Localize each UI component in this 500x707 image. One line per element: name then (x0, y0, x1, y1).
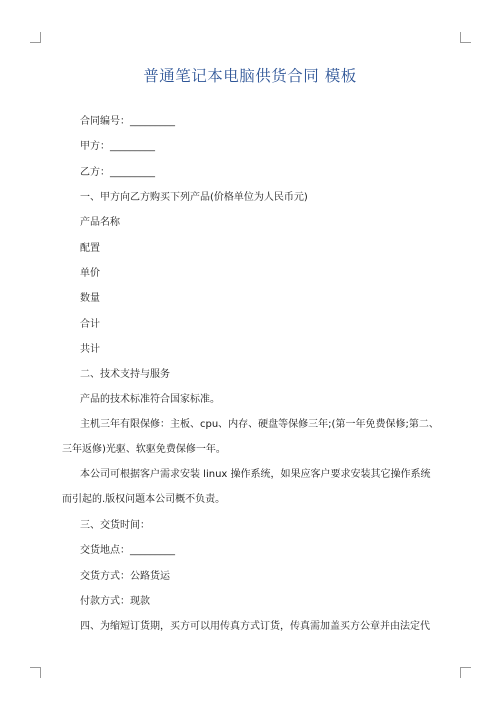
os-paragraph-line1: 本公司可根据客户需求安装 linux 操作系统，如果应客户要求安装其它操作系统 (80, 469, 431, 480)
crop-mark-top-left (30, 32, 41, 43)
warranty-paragraph-line1: 主机三年有限保修：主板、cpu、内存、硬盘等保修三年;(第一年免费保修;第二、 (80, 419, 439, 430)
config-label: 配置 (80, 243, 100, 254)
section-2-heading: 二、技术支持与服务 (80, 369, 170, 380)
party-a-field: 甲方：_________ (80, 141, 155, 152)
section-1-heading: 一、甲方向乙方购买下列产品(价格单位为人民币元) (80, 192, 308, 203)
product-name-label: 产品名称 (80, 217, 120, 228)
crop-mark-bottom-right (460, 667, 471, 678)
section-3-heading: 三、交货时间： (80, 520, 150, 531)
payment-method-field: 付款方式：现款 (80, 596, 150, 607)
party-b-field: 乙方：_________ (80, 167, 155, 178)
contract-number-field: 合同编号：_________ (80, 116, 175, 127)
warranty-paragraph-line2: 三年返修)光驱、软驱免费保修一年。 (62, 444, 226, 455)
subtotal-label: 合计 (80, 319, 100, 330)
crop-mark-top-right (460, 32, 471, 43)
tech-standard-paragraph: 产品的技术标准符合国家标准。 (80, 394, 220, 405)
os-paragraph-line2: 而引起的.版权问题本公司概不负责。 (62, 494, 226, 505)
document-title: 普通笔记本电脑供货合同 模板 (143, 67, 357, 85)
unit-price-label: 单价 (80, 268, 100, 279)
total-label: 共计 (80, 344, 100, 355)
delivery-place-field: 交货地点：_________ (80, 545, 175, 556)
quantity-label: 数量 (80, 293, 100, 304)
crop-mark-bottom-left (30, 667, 41, 678)
section-4-line1: 四、为缩短订货期，买方可以用传真方式订货，传真需加盖买方公章并由法定代 (80, 621, 430, 632)
delivery-method-field: 交货方式：公路货运 (80, 571, 170, 582)
